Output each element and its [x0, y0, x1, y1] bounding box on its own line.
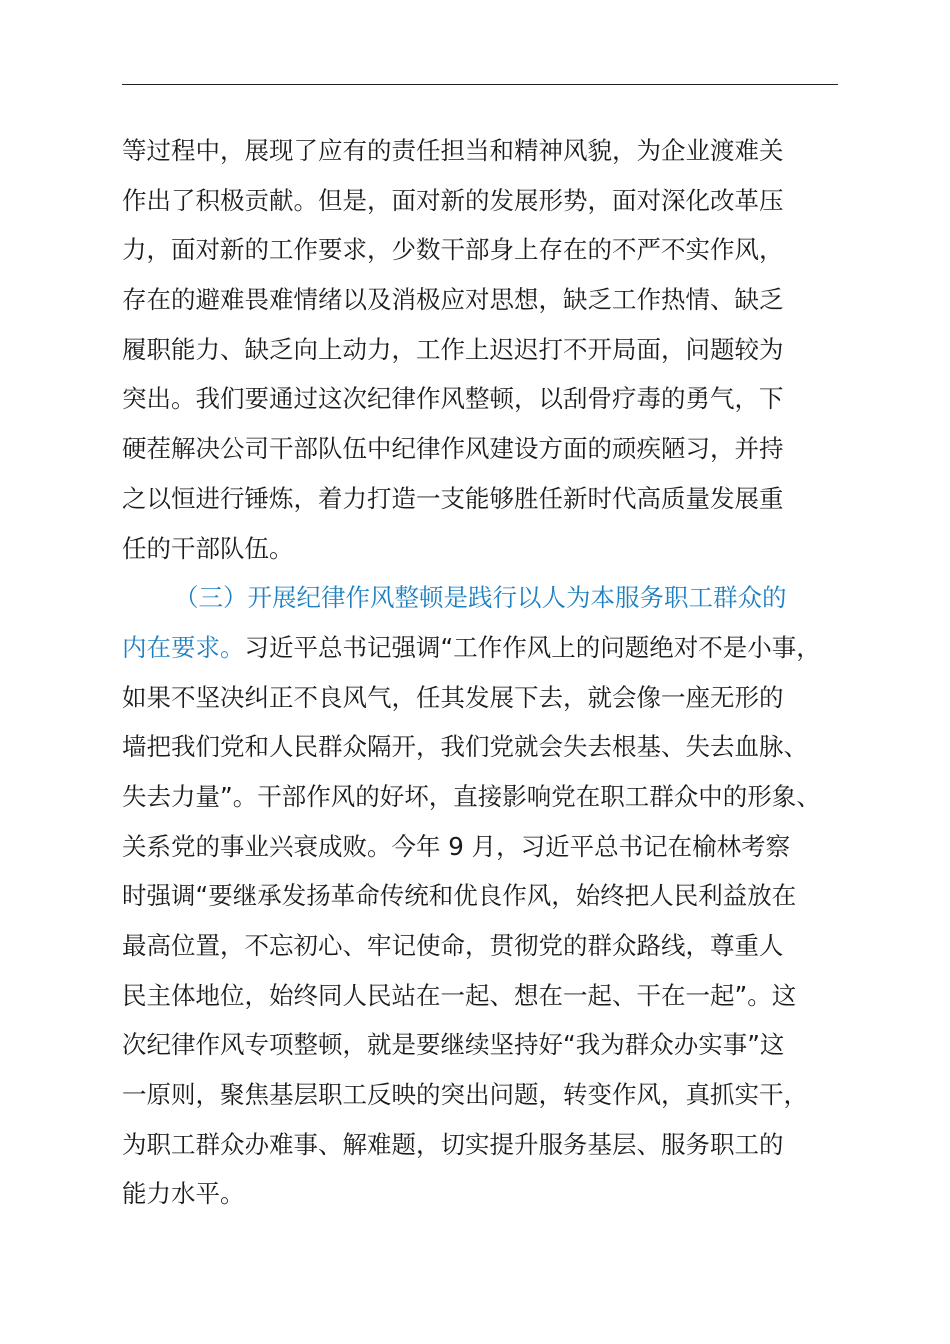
text-line: 等过程中，展现了应有的责任担当和精神风貌，为企业渡难关: [122, 136, 784, 165]
section-heading: （三）开展纪律作风整顿是践行以人为本服务职工群众的: [174, 583, 787, 613]
text-line: 硬茬解决公司干部队伍中纪律作风建设方面的顽疾陋习，并持: [122, 434, 784, 464]
text-line: 失去力量”。干部作风的好坏，直接影响党在职工群众中的形象、: [122, 781, 821, 811]
text-line: 民主体地位，始终同人民站在一起、想在一起、干在一起”。这: [122, 980, 797, 1010]
text-line: 次纪律作风专项整顿，就是要继续坚持好“我为群众办实事”这: [122, 1030, 785, 1060]
text-line: 之以恒进行锤炼，着力打造一支能够胜任新时代高质量发展重: [122, 483, 784, 513]
text-line: 存在的避难畏难情绪以及消极应对思想，缺乏工作热情、缺乏: [122, 285, 784, 315]
text-line: 时强调“要继承发扬革命传统和优良作风，始终把人民利益放在: [122, 881, 797, 911]
body-text: [122, 126, 862, 1219]
text-line: 作出了积极贡献。但是，面对新的发展形势，面对深化改革压: [122, 185, 784, 215]
text-line: 最高位置，不忘初心、牢记使命，贯彻党的群众路线，尊重人: [122, 931, 784, 960]
text-line: 任的干部队伍。: [122, 533, 294, 563]
text-line: 关系党的事业兴衰成败。今年 9 月，习近平总书记在榆林考察: [122, 831, 791, 861]
text-line: 突出。我们要通过这次纪律作风整顿，以刮骨疗毒的勇气，下: [122, 384, 784, 414]
text-line: 如果不坚决纠正不良风气，任其发展下去，就会像一座无形的: [122, 682, 784, 712]
section-heading: 内在要求。: [122, 632, 245, 662]
text-line: 墙把我们党和人民群众隔开，我们党就会失去根基、失去血脉、: [122, 732, 808, 762]
header-rule: [122, 84, 838, 85]
text-line: 一原则，聚焦基层职工反映的突出问题，转变作风，真抓实干，: [122, 1080, 808, 1110]
text-line: 为职工群众办难事、解难题，切实提升服务基层、服务职工的: [122, 1129, 784, 1159]
text-line: 能力水平。: [122, 1179, 245, 1209]
section-heading-line: [122, 573, 862, 623]
text-line: 内在要求。习近平总书记强调“工作作风上的问题绝对不是小事，: [122, 632, 821, 662]
text-line: 力，面对新的工作要求，少数干部身上存在的不严不实作风，: [122, 235, 784, 265]
text-line: 履职能力、缺乏向上动力，工作上迟迟打不开局面，问题较为: [122, 334, 784, 364]
